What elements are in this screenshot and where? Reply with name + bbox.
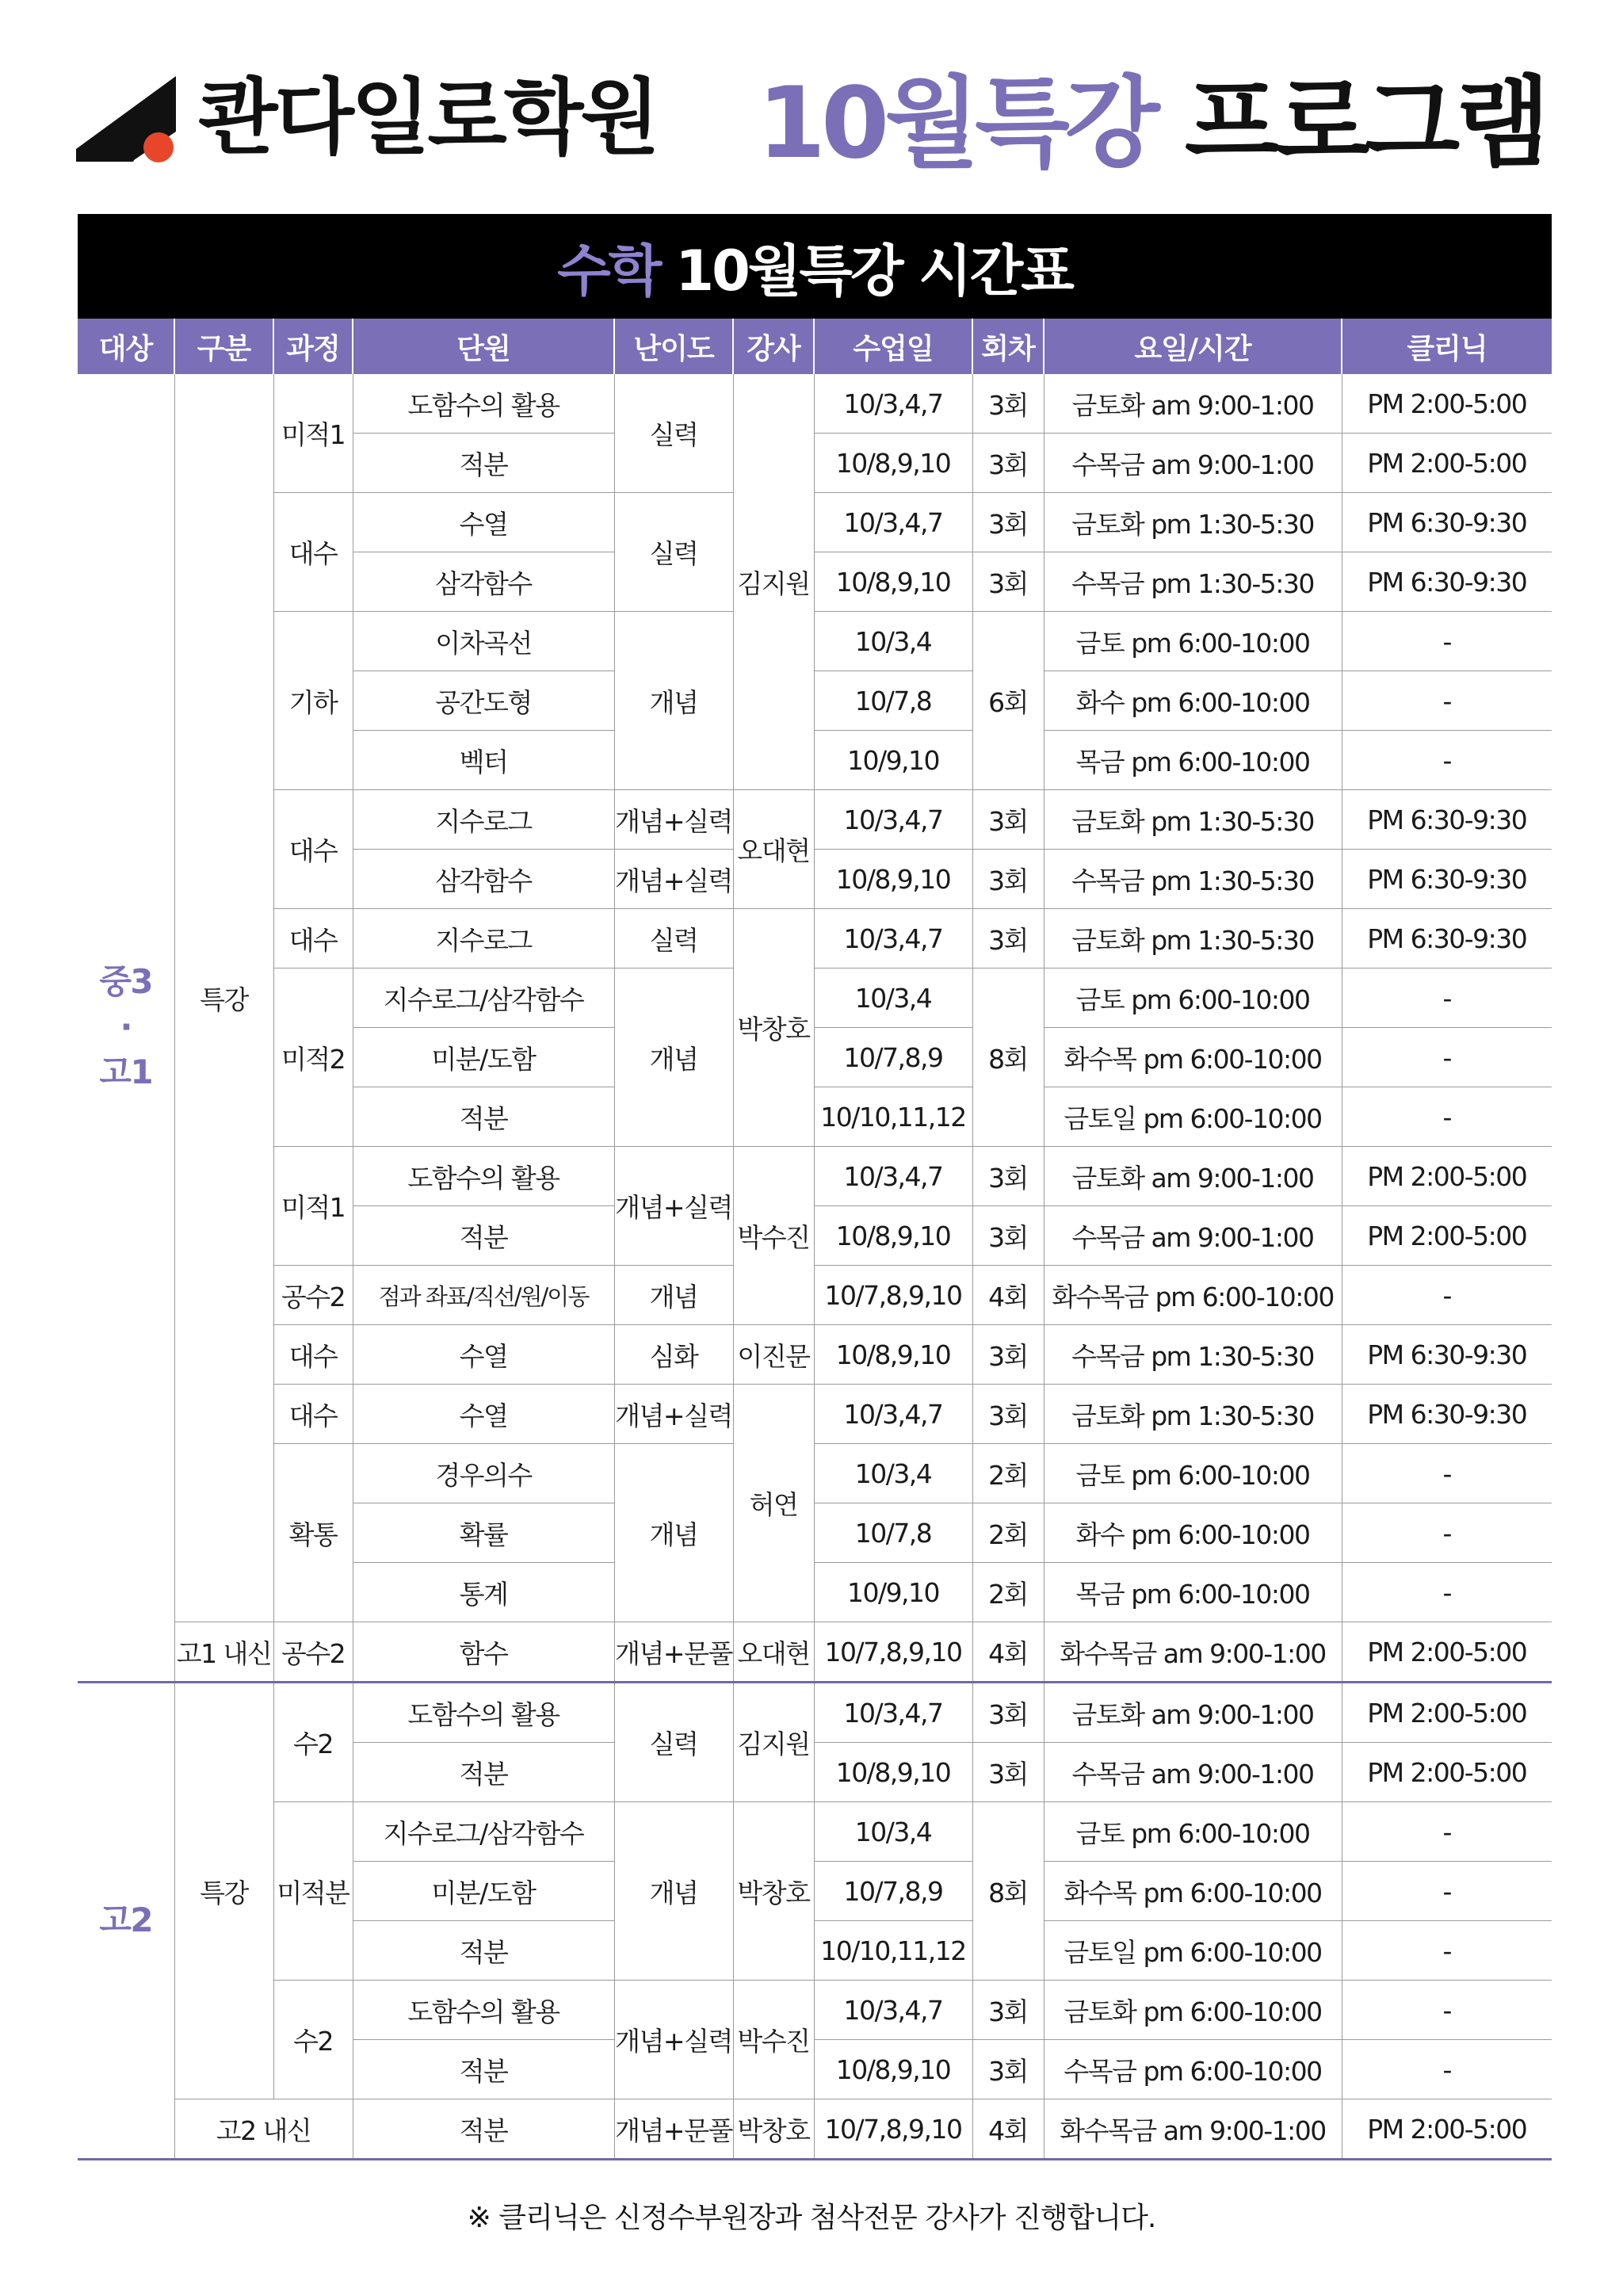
date-cell: 10/3,4,7 — [814, 1683, 972, 1743]
clinic-cell: - — [1342, 1563, 1552, 1622]
clinic-cell: - — [1342, 731, 1552, 790]
unit-cell: 도함수의 활용 — [353, 1981, 614, 2040]
level-cell: 심화 — [614, 1325, 733, 1385]
clinic-cell: PM 6:30-9:30 — [1342, 1325, 1552, 1385]
clinic-cell: PM 6:30-9:30 — [1342, 850, 1552, 909]
teacher-cell: 김지원 — [733, 374, 814, 790]
table-row — [78, 1266, 1552, 1325]
table-row — [78, 1147, 1552, 1206]
clinic-cell: - — [1342, 1444, 1552, 1503]
teacher-cell: 박수진 — [733, 1981, 814, 2099]
time-cell: 금토화 pm 6:00-10:00 — [1044, 1981, 1342, 2040]
level-cell: 실력 — [614, 374, 733, 493]
count-cell: 3회 — [972, 2040, 1044, 2099]
date-cell: 10/7,8,9,10 — [814, 1622, 972, 1683]
level-cell: 실력 — [614, 909, 733, 968]
count-cell: 3회 — [972, 552, 1044, 612]
level-cell: 실력 — [614, 493, 733, 612]
date-cell: 10/3,4 — [814, 1444, 972, 1503]
clinic-cell: - — [1342, 968, 1552, 1028]
teacher-cell: 박수진 — [733, 1147, 814, 1325]
unit-cell: 경우의수 — [353, 1444, 614, 1503]
time-cell: 수목금 pm 1:30-5:30 — [1044, 1325, 1342, 1385]
unit-cell: 벡터 — [353, 731, 614, 790]
unit-cell: 적분 — [353, 2040, 614, 2099]
time-cell: 화수목금 am 9:00-1:00 — [1044, 2099, 1342, 2160]
clinic-cell: PM 2:00-5:00 — [1342, 2099, 1552, 2160]
unit-cell: 수열 — [353, 1385, 614, 1444]
division-cell: 특강 — [174, 374, 273, 1622]
teacher-cell: 박창호 — [733, 2099, 814, 2160]
logo-triangle-icon — [76, 76, 187, 163]
course-cell: 미적1 — [273, 1147, 353, 1266]
banner-subject: 수학 — [557, 238, 660, 304]
clinic-cell: PM 6:30-9:30 — [1342, 1385, 1552, 1444]
clinic-cell: PM 6:30-9:30 — [1342, 790, 1552, 850]
count-cell: 8회 — [972, 968, 1044, 1147]
unit-cell: 적분 — [353, 434, 614, 493]
count-cell: 3회 — [972, 1385, 1044, 1444]
teacher-cell: 김지원 — [733, 1683, 814, 1802]
clinic-cell: PM 6:30-9:30 — [1342, 552, 1552, 612]
count-cell: 3회 — [972, 1147, 1044, 1206]
table-row — [78, 1683, 1552, 1743]
teacher-cell: 박창호 — [733, 909, 814, 1147]
course-cell: 대수 — [273, 493, 353, 612]
unit-cell: 삼각함수 — [353, 850, 614, 909]
unit-cell: 적분 — [353, 1743, 614, 1802]
count-cell: 2회 — [972, 1563, 1044, 1622]
time-cell: 금토화 am 9:00-1:00 — [1044, 1147, 1342, 1206]
date-cell: 10/3,4,7 — [814, 1981, 972, 2040]
table-row — [78, 493, 1552, 552]
clinic-cell: - — [1342, 612, 1552, 671]
table-row — [78, 968, 1552, 1028]
count-cell: 3회 — [972, 1683, 1044, 1743]
course-cell: 확통 — [273, 1444, 353, 1622]
header-cell: 과정 — [273, 319, 353, 374]
unit-cell: 통계 — [353, 1563, 614, 1622]
date-cell: 10/7,8,9,10 — [814, 2099, 972, 2160]
date-cell: 10/10,11,12 — [814, 1087, 972, 1147]
unit-cell: 수열 — [353, 493, 614, 552]
time-cell: 수목금 am 9:00-1:00 — [1044, 1743, 1342, 1802]
table-banner — [78, 214, 1552, 319]
table-row — [78, 909, 1552, 968]
date-cell: 10/7,8 — [814, 1503, 972, 1563]
time-cell: 목금 pm 6:00-10:00 — [1044, 731, 1342, 790]
date-cell: 10/8,9,10 — [814, 2040, 972, 2099]
count-cell: 3회 — [972, 1981, 1044, 2040]
page-headline — [758, 65, 1545, 183]
time-cell: 금토화 pm 1:30-5:30 — [1044, 1385, 1342, 1444]
table-row — [78, 1981, 1552, 2040]
date-cell: 10/3,4 — [814, 968, 972, 1028]
table-row — [78, 612, 1552, 671]
time-cell: 금토화 pm 1:30-5:30 — [1044, 909, 1342, 968]
table-row — [78, 1802, 1552, 1862]
level-cell: 개념+문풀 — [614, 2099, 733, 2160]
header-cell: 난이도 — [614, 319, 733, 374]
unit-cell: 적분 — [353, 1087, 614, 1147]
unit-cell: 도함수의 활용 — [353, 1683, 614, 1743]
banner-title: 10월특강 시간표 — [675, 238, 1072, 304]
level-cell: 개념+실력 — [614, 1385, 733, 1444]
table-row — [78, 374, 1552, 434]
division-cell: 특강 — [174, 1683, 273, 2099]
count-cell: 3회 — [972, 790, 1044, 850]
date-cell: 10/3,4,7 — [814, 909, 972, 968]
clinic-cell: PM 2:00-5:00 — [1342, 434, 1552, 493]
header — [0, 0, 1623, 206]
date-cell: 10/3,4,7 — [814, 493, 972, 552]
clinic-cell: PM 2:00-5:00 — [1342, 1683, 1552, 1743]
date-cell: 10/3,4,7 — [814, 374, 972, 434]
clinic-cell: - — [1342, 1862, 1552, 1921]
clinic-cell: PM 2:00-5:00 — [1342, 1743, 1552, 1802]
time-cell: 금토일 pm 6:00-10:00 — [1044, 1921, 1342, 1981]
header-row — [78, 319, 1552, 374]
header-cell: 강사 — [733, 319, 814, 374]
clinic-cell: - — [1342, 1802, 1552, 1862]
level-cell: 개념 — [614, 612, 733, 790]
unit-cell: 도함수의 활용 — [353, 1147, 614, 1206]
clinic-cell: - — [1342, 1921, 1552, 1981]
unit-cell: 지수로그/삼각함수 — [353, 968, 614, 1028]
time-cell: 화수목 pm 6:00-10:00 — [1044, 1028, 1342, 1087]
table-row — [78, 2099, 1552, 2160]
course-cell: 대수 — [273, 909, 353, 968]
time-cell: 금토화 am 9:00-1:00 — [1044, 374, 1342, 434]
clinic-cell: - — [1342, 1981, 1552, 2040]
time-cell: 금토일 pm 6:00-10:00 — [1044, 1087, 1342, 1147]
table-row — [78, 1325, 1552, 1385]
unit-cell: 함수 — [353, 1622, 614, 1683]
count-cell: 3회 — [972, 909, 1044, 968]
date-cell: 10/8,9,10 — [814, 552, 972, 612]
unit-cell: 확률 — [353, 1503, 614, 1563]
level-cell: 개념 — [614, 1802, 733, 1981]
count-cell: 3회 — [972, 1325, 1044, 1385]
time-cell: 금토화 am 9:00-1:00 — [1044, 1683, 1342, 1743]
level-cell: 개념+실력 — [614, 790, 733, 850]
unit-cell: 지수로그 — [353, 790, 614, 850]
teacher-cell: 박창호 — [733, 1802, 814, 1981]
clinic-cell: - — [1342, 2040, 1552, 2099]
clinic-cell: - — [1342, 1028, 1552, 1087]
teacher-cell: 허연 — [733, 1385, 814, 1622]
date-cell: 10/9,10 — [814, 1563, 972, 1622]
count-cell: 2회 — [972, 1503, 1044, 1563]
date-cell: 10/3,4,7 — [814, 790, 972, 850]
course-cell: 미적2 — [273, 968, 353, 1147]
course-cell: 미적1 — [273, 374, 353, 493]
date-cell: 10/3,4,7 — [814, 1385, 972, 1444]
time-cell: 금토 pm 6:00-10:00 — [1044, 1802, 1342, 1862]
course-cell: 공수2 — [273, 1266, 353, 1325]
header-cell: 수업일 — [814, 319, 972, 374]
level-cell: 개념 — [614, 968, 733, 1147]
course-cell: 수2 — [273, 1683, 353, 1802]
count-cell: 3회 — [972, 493, 1044, 552]
level-cell: 개념+실력 — [614, 850, 733, 909]
header-cell: 대상 — [78, 319, 174, 374]
count-cell: 6회 — [972, 612, 1044, 790]
clinic-cell: PM 6:30-9:30 — [1342, 493, 1552, 552]
date-cell: 10/7,8,9,10 — [814, 1266, 972, 1325]
teacher-cell: 이진문 — [733, 1325, 814, 1385]
count-cell: 4회 — [972, 2099, 1044, 2160]
time-cell: 금토 pm 6:00-10:00 — [1044, 612, 1342, 671]
date-cell: 10/8,9,10 — [814, 1325, 972, 1385]
clinic-cell: PM 6:30-9:30 — [1342, 909, 1552, 968]
unit-cell: 지수로그/삼각함수 — [353, 1802, 614, 1862]
time-cell: 화수 pm 6:00-10:00 — [1044, 671, 1342, 731]
unit-cell: 수열 — [353, 1325, 614, 1385]
date-cell: 10/3,4 — [814, 612, 972, 671]
time-cell: 금토 pm 6:00-10:00 — [1044, 968, 1342, 1028]
course-cell: 미적분 — [273, 1802, 353, 1981]
date-cell: 10/8,9,10 — [814, 434, 972, 493]
date-cell: 10/3,4,7 — [814, 1147, 972, 1206]
teacher-cell: 오대현 — [733, 1622, 814, 1683]
header-cell: 요일/시간 — [1044, 319, 1342, 374]
course-cell: 대수 — [273, 790, 353, 909]
brand-name: 콴다일로학원 — [198, 69, 657, 166]
division-cell: 고1 내신 — [174, 1622, 273, 1683]
date-cell: 10/9,10 — [814, 731, 972, 790]
course-cell: 대수 — [273, 1385, 353, 1444]
date-cell: 10/8,9,10 — [814, 1743, 972, 1802]
time-cell: 수목금 pm 6:00-10:00 — [1044, 2040, 1342, 2099]
time-cell: 금토화 pm 1:30-5:30 — [1044, 790, 1342, 850]
course-cell: 수2 — [273, 1981, 353, 2099]
date-cell: 10/8,9,10 — [814, 1206, 972, 1266]
clinic-cell: - — [1342, 1266, 1552, 1325]
time-cell: 화수목금 am 9:00-1:00 — [1044, 1622, 1342, 1683]
unit-cell: 미분/도함 — [353, 1862, 614, 1921]
teacher-cell: 오대현 — [733, 790, 814, 909]
count-cell: 3회 — [972, 1743, 1044, 1802]
time-cell: 금토화 pm 1:30-5:30 — [1044, 493, 1342, 552]
course-cell: 기하 — [273, 612, 353, 790]
target-cell: 고2 — [78, 1683, 174, 2160]
count-cell: 4회 — [972, 1622, 1044, 1683]
schedule-table — [78, 319, 1552, 2160]
level-cell: 개념 — [614, 1266, 733, 1325]
header-cell: 클리닉 — [1342, 319, 1552, 374]
time-cell: 수목금 am 9:00-1:00 — [1044, 434, 1342, 493]
date-cell: 10/10,11,12 — [814, 1921, 972, 1981]
unit-cell: 적분 — [353, 1921, 614, 1981]
date-cell: 10/7,8,9 — [814, 1028, 972, 1087]
time-cell: 금토 pm 6:00-10:00 — [1044, 1444, 1342, 1503]
count-cell: 3회 — [972, 374, 1044, 434]
date-cell: 10/7,8,9 — [814, 1862, 972, 1921]
unit-cell: 도함수의 활용 — [353, 374, 614, 434]
time-cell: 수목금 pm 1:30-5:30 — [1044, 850, 1342, 909]
count-cell: 3회 — [972, 434, 1044, 493]
count-cell: 8회 — [972, 1802, 1044, 1981]
clinic-cell: - — [1342, 1087, 1552, 1147]
time-cell: 수목금 am 9:00-1:00 — [1044, 1206, 1342, 1266]
unit-cell: 공간도형 — [353, 671, 614, 731]
time-cell: 목금 pm 6:00-10:00 — [1044, 1563, 1342, 1622]
unit-cell: 삼각함수 — [353, 552, 614, 612]
count-cell: 4회 — [972, 1266, 1044, 1325]
level-cell: 개념+실력 — [614, 1147, 733, 1266]
division-cell: 고2 내신 — [174, 2099, 353, 2160]
time-cell: 화수목금 pm 6:00-10:00 — [1044, 1266, 1342, 1325]
table-row — [78, 1444, 1552, 1503]
clinic-cell: PM 2:00-5:00 — [1342, 374, 1552, 434]
header-cell: 회차 — [972, 319, 1044, 374]
level-cell: 개념+실력 — [614, 1981, 733, 2099]
date-cell: 10/7,8 — [814, 671, 972, 731]
count-cell: 3회 — [972, 850, 1044, 909]
course-cell: 대수 — [273, 1325, 353, 1385]
header-cell: 단원 — [353, 319, 614, 374]
clinic-cell: PM 2:00-5:00 — [1342, 1206, 1552, 1266]
table-row — [78, 1385, 1552, 1444]
count-cell: 2회 — [972, 1444, 1044, 1503]
course-cell: 공수2 — [273, 1622, 353, 1683]
level-cell: 개념 — [614, 1444, 733, 1622]
time-cell: 화수목 pm 6:00-10:00 — [1044, 1862, 1342, 1921]
unit-cell: 적분 — [353, 2099, 614, 2160]
date-cell: 10/8,9,10 — [814, 850, 972, 909]
clinic-cell: - — [1342, 671, 1552, 731]
unit-cell: 점과 좌표/직선/원/이동 — [353, 1266, 614, 1325]
clinic-cell: PM 2:00-5:00 — [1342, 1622, 1552, 1683]
level-cell: 개념+문풀 — [614, 1622, 733, 1683]
clinic-cell: PM 2:00-5:00 — [1342, 1147, 1552, 1206]
count-cell: 3회 — [972, 1206, 1044, 1266]
headline-accent: 10월특강 — [757, 67, 1155, 181]
time-cell: 화수 pm 6:00-10:00 — [1044, 1503, 1342, 1563]
unit-cell: 지수로그 — [353, 909, 614, 968]
time-cell: 수목금 pm 1:30-5:30 — [1044, 552, 1342, 612]
headline-dark: 프로그램 — [1184, 67, 1545, 181]
clinic-cell: - — [1342, 1503, 1552, 1563]
header-cell: 구분 — [174, 319, 273, 374]
clinic-footnote: ※ 클리닉은 신정수부원장과 첨삭전문 강사가 진행합니다. — [467, 2202, 1156, 2234]
unit-cell: 이차곡선 — [353, 612, 614, 671]
table-row — [78, 790, 1552, 850]
unit-cell: 적분 — [353, 1206, 614, 1266]
target-cell: 중3 · 고1 — [78, 374, 174, 1683]
level-cell: 실력 — [614, 1683, 733, 1802]
date-cell: 10/3,4 — [814, 1802, 972, 1862]
table-row — [78, 1622, 1552, 1683]
unit-cell: 미분/도함 — [353, 1028, 614, 1087]
